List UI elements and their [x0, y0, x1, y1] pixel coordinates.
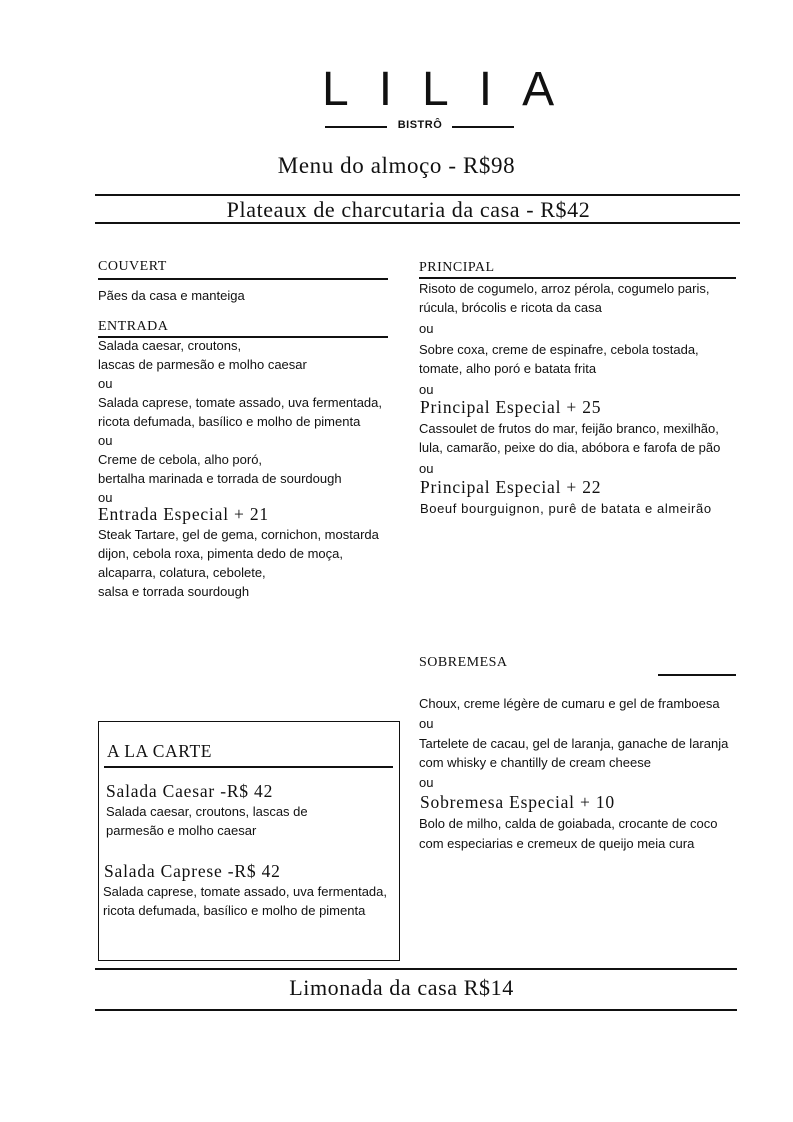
- couvert-rule: [98, 278, 388, 280]
- caprese-title: Salada Caprese -R$ 42: [104, 861, 281, 881]
- caesar-desc-line1: Salada caesar, croutons, lascas de: [106, 804, 308, 819]
- caesar-desc-line2: parmesão e molho caesar: [106, 823, 257, 838]
- sobremesa-opt2-line2: com whisky e chantilly de cream cheese: [419, 755, 651, 770]
- limonada-title: Limonada da casa R$14: [289, 975, 514, 1000]
- sobremesa-special-line1: Bolo de milho, calda de goiabada, crocante de coco: [419, 816, 718, 831]
- principal-special1-desc: [419, 419, 720, 478]
- divider-top: [95, 194, 740, 196]
- divider-plateaux: [95, 222, 740, 224]
- sobremesa-opt2-line1: Tartelete de cacau, gel de laranja, ganache de laranja: [419, 736, 729, 751]
- entrada-special-desc: [98, 525, 379, 601]
- entrada-special-line4: salsa e torrada sourdough: [98, 584, 250, 599]
- entrada-special-line2: dijon, cebola roxa, pimenta dedo de moça,: [98, 546, 343, 561]
- entrada-opt2-line2: ricota defumada, basílico e molho de pimenta: [98, 414, 361, 429]
- principal-special1-title: Principal Especial + 25: [420, 397, 602, 417]
- principal-or2: ou: [419, 382, 434, 397]
- caprese-desc-line2: ricota defumada, basílico e molho de pimenta: [103, 903, 366, 918]
- divider-bottom: [95, 1009, 737, 1011]
- brand-logo: [300, 62, 585, 138]
- sobremesa-or1: ou: [419, 716, 434, 731]
- sobremesa-rule: [658, 674, 736, 676]
- sobremesa-special-desc: [419, 814, 717, 853]
- caprese-desc: [103, 882, 387, 920]
- entrada-or2: ou: [98, 433, 113, 448]
- caesar-desc: [106, 802, 308, 840]
- principal-or1: ou: [419, 321, 434, 336]
- principal-or3: ou: [419, 461, 434, 476]
- sobremesa-special-line2: com especiarias e cremeux de queijo meia cura: [419, 836, 695, 851]
- principal-special2-desc: Boeuf bourguignon, purê de batata e almeirão: [420, 501, 712, 516]
- logo-rule-left: [325, 126, 387, 128]
- a-la-carte-rule: [104, 766, 393, 768]
- principal-opt1-line1: Risoto de cogumelo, arroz pérola, cogumelo paris,: [419, 281, 710, 296]
- a-la-carte-heading: A LA CARTE: [107, 741, 213, 761]
- lunch-menu-title: Menu do almoço - R$98: [277, 153, 516, 178]
- brand-logo-text: LILIA: [322, 63, 585, 116]
- couvert-item: Pães da casa e manteiga: [98, 288, 245, 303]
- caprese-desc-line1: Salada caprese, tomate assado, uva fermentada,: [103, 884, 388, 899]
- sobremesa-heading: SOBREMESA: [419, 655, 508, 670]
- entrada-opt3-line1: Creme de cebola, alho poró,: [98, 452, 263, 467]
- sobremesa-opt1: Choux, creme légère de cumaru e gel de framboesa: [419, 696, 720, 711]
- principal-list-a: [419, 279, 709, 399]
- sobremesa-list: [419, 694, 728, 792]
- caesar-title: Salada Caesar -R$ 42: [106, 781, 274, 801]
- entrada-or1: ou: [98, 376, 113, 391]
- sobremesa-or2: ou: [419, 775, 434, 790]
- entrada-special-title: Entrada Especial + 21: [98, 504, 269, 524]
- principal-special1-line2: lula, camarão, peixe do dia, abóbora e farofa de pão: [419, 440, 721, 455]
- divider-bottom-top: [95, 968, 737, 970]
- principal-opt1-line2: rúcula, brócolis e ricota da casa: [419, 300, 602, 315]
- plateaux-title: Plateaux de charcutaria da casa - R$42: [226, 197, 591, 222]
- entrada-opt2-line1: Salada caprese, tomate assado, uva fermentada,: [98, 395, 383, 410]
- principal-opt2-line2: tomate, alho poró e batata frita: [419, 361, 597, 376]
- principal-special1-line1: Cassoulet de frutos do mar, feijão branco, mexilhão,: [419, 421, 719, 436]
- entrada-heading: ENTRADA: [98, 319, 169, 334]
- sobremesa-special-title: Sobremesa Especial + 10: [420, 792, 615, 812]
- principal-heading: PRINCIPAL: [419, 260, 495, 275]
- principal-special2-title: Principal Especial + 22: [420, 477, 602, 497]
- brand-subtitle: BISTRÔ: [397, 119, 443, 131]
- couvert-heading: COUVERT: [98, 259, 167, 274]
- entrada-opt1-line2: lascas de parmesão e molho caesar: [98, 357, 307, 372]
- logo-rule-right: [452, 126, 514, 128]
- entrada-special-line3: alcaparra, colatura, cebolete,: [98, 565, 266, 580]
- entrada-opt3-line2: bertalha marinada e torrada de sourdough: [98, 471, 342, 486]
- principal-opt2-line1: Sobre coxa, creme de espinafre, cebola tostada,: [419, 342, 699, 357]
- entrada-or3: ou: [98, 490, 113, 505]
- entrada-list: [98, 336, 382, 507]
- entrada-opt1-line1: Salada caesar, croutons,: [98, 338, 242, 353]
- entrada-special-line1: Steak Tartare, gel de gema, cornichon, mostarda: [98, 527, 379, 542]
